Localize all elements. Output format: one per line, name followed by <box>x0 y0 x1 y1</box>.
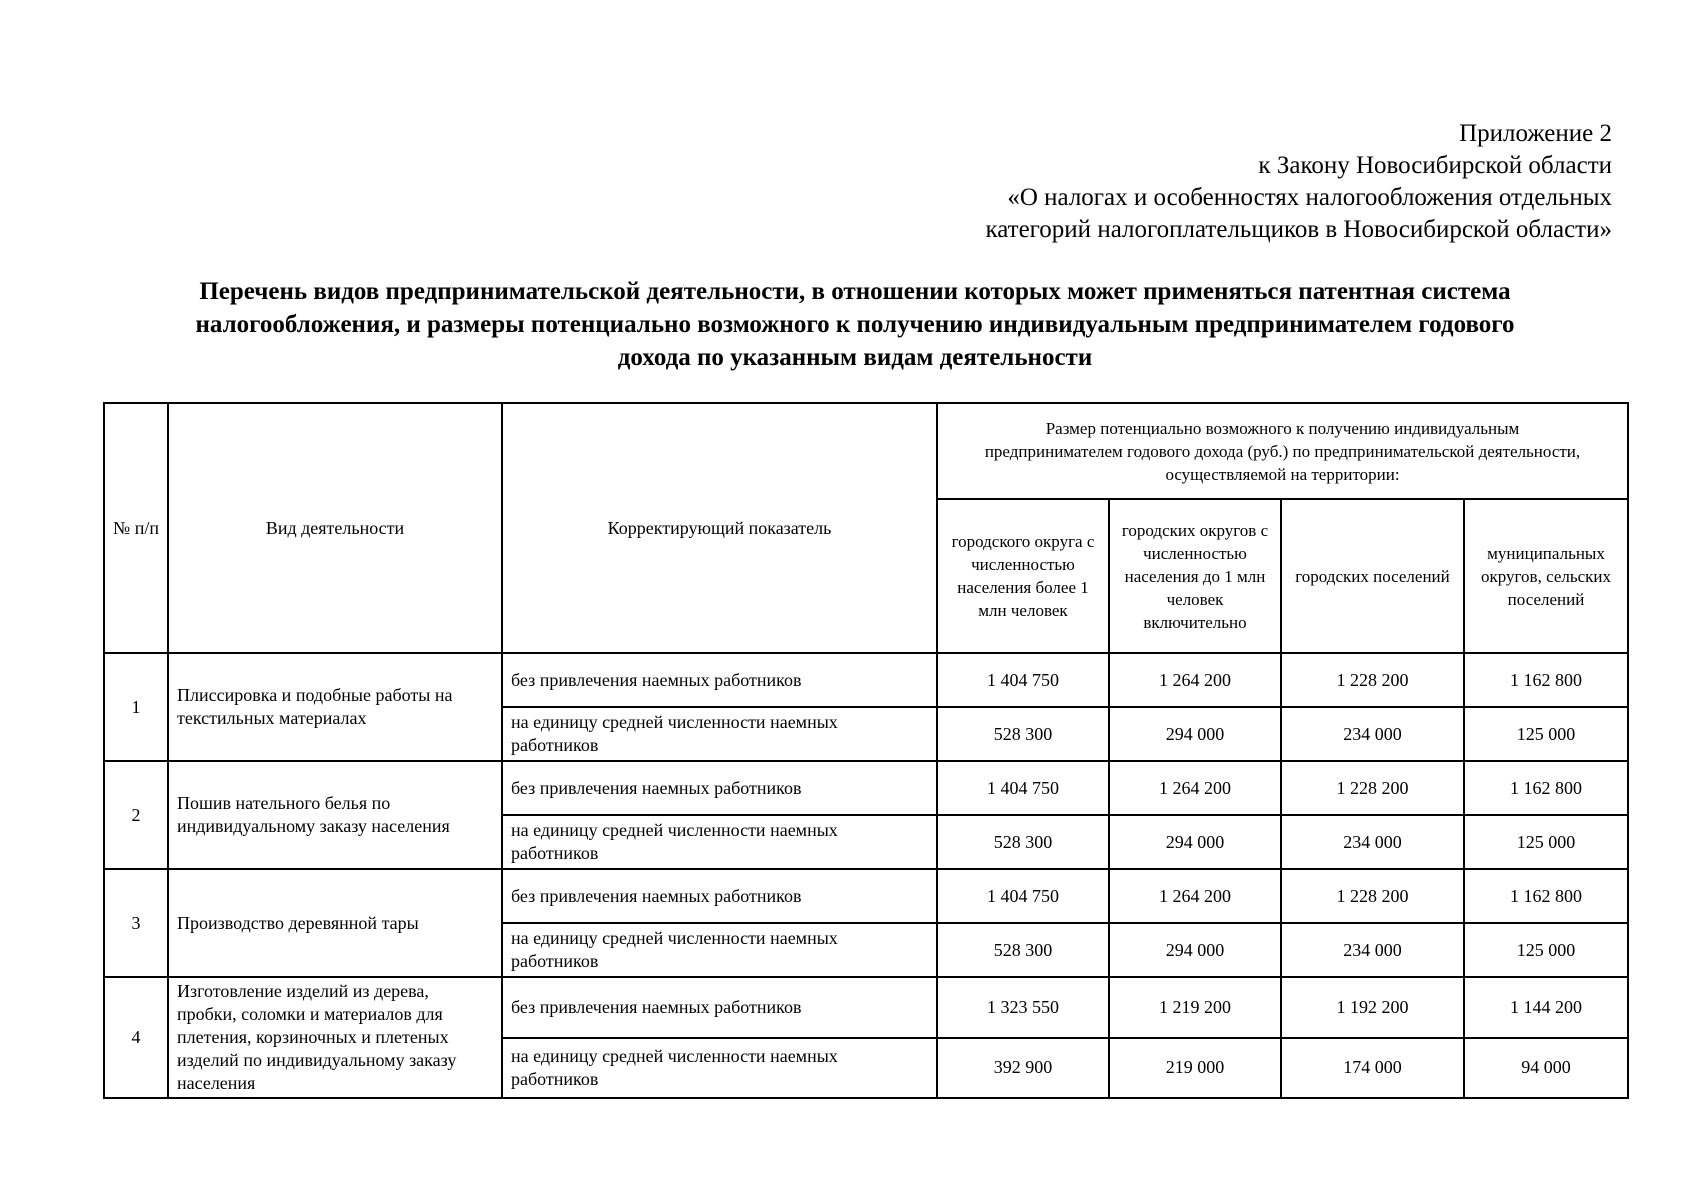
value-cell: 234 000 <box>1281 815 1464 869</box>
header-num: № п/п <box>104 403 168 653</box>
row-activity: Пошив нательного белья по индивидуальному заказу населения <box>168 761 502 869</box>
row-activity: Плиссировка и подобные работы на текстильных материалах <box>168 653 502 761</box>
value-cell: 1 404 750 <box>937 869 1109 923</box>
value-cell: 294 000 <box>1109 815 1281 869</box>
value-cell: 1 404 750 <box>937 761 1109 815</box>
title-line: Перечень видов предпринимательской деятельности, в отношении которых может применяться патентная система <box>199 278 1511 305</box>
appendix-line: «О налогах и особенностях налогообложения отдельных <box>1007 184 1612 211</box>
value-cell: 125 000 <box>1464 923 1628 977</box>
row-indicator: без привлечения наемных работников <box>502 869 937 923</box>
row-indicator: на единицу средней численности наемных работников <box>502 923 937 977</box>
value-cell: 1 162 800 <box>1464 869 1628 923</box>
activities-table <box>103 402 1629 1099</box>
document-title <box>95 275 1615 374</box>
value-cell: 1 162 800 <box>1464 653 1628 707</box>
header-col-city-under-1m: городских округов с численностью населения до 1 млн человек включительно <box>1109 499 1281 653</box>
value-cell: 294 000 <box>1109 923 1281 977</box>
appendix-line: к Закону Новосибирской области <box>1258 152 1612 179</box>
row-number: 1 <box>104 653 168 761</box>
value-cell: 234 000 <box>1281 923 1464 977</box>
value-cell: 125 000 <box>1464 707 1628 761</box>
value-cell: 528 300 <box>937 815 1109 869</box>
header-income-group: Размер потенциально возможного к получению индивидуальным предпринимателем годового дохода (руб.) по предпринимательской деятельности, осуществляемой на территории: <box>937 403 1628 499</box>
header-activity: Вид деятельности <box>168 403 502 653</box>
value-cell: 1 323 550 <box>937 977 1109 1038</box>
value-cell: 528 300 <box>937 707 1109 761</box>
row-number: 3 <box>104 869 168 977</box>
value-cell: 392 900 <box>937 1038 1109 1099</box>
row-indicator: на единицу средней численности наемных работников <box>502 707 937 761</box>
value-cell: 219 000 <box>1109 1038 1281 1099</box>
row-indicator: без привлечения наемных работников <box>502 761 937 815</box>
table-row <box>104 761 1628 815</box>
value-cell: 174 000 <box>1281 1038 1464 1099</box>
value-cell: 528 300 <box>937 923 1109 977</box>
row-indicator: без привлечения наемных работников <box>502 977 937 1038</box>
row-indicator: на единицу средней численности наемных работников <box>502 1038 937 1099</box>
value-cell: 94 000 <box>1464 1038 1628 1099</box>
value-cell: 1 228 200 <box>1281 653 1464 707</box>
title-line: дохода по указанным видам деятельности <box>617 344 1093 371</box>
value-cell: 1 228 200 <box>1281 869 1464 923</box>
header-col-municipal-rural: муниципальных округов, сельских поселений <box>1464 499 1628 653</box>
value-cell: 1 404 750 <box>937 653 1109 707</box>
value-cell: 1 219 200 <box>1109 977 1281 1038</box>
row-indicator: на единицу средней численности наемных работников <box>502 815 937 869</box>
header-col-city-over-1m: городского округа с численностью населения более 1 млн человек <box>937 499 1109 653</box>
row-number: 2 <box>104 761 168 869</box>
table-row <box>104 977 1628 1038</box>
value-cell: 234 000 <box>1281 707 1464 761</box>
header-indicator: Корректирующий показатель <box>502 403 937 653</box>
row-activity: Производство деревянной тары <box>168 869 502 977</box>
value-cell: 1 264 200 <box>1109 761 1281 815</box>
appendix-header <box>985 118 1612 246</box>
value-cell: 1 264 200 <box>1109 869 1281 923</box>
value-cell: 1 144 200 <box>1464 977 1628 1038</box>
table-row <box>104 653 1628 707</box>
row-activity: Изготовление изделий из дерева, пробки, соломки и материалов для плетения, корзиночных и плетеных изделий по индивидуальному заказу населения <box>168 977 502 1098</box>
title-line: налогообложения, и размеры потенциально возможного к получению индивидуальным предпринимателем годового <box>195 311 1515 338</box>
value-cell: 1 192 200 <box>1281 977 1464 1038</box>
appendix-line: Приложение 2 <box>1459 120 1612 147</box>
value-cell: 1 162 800 <box>1464 761 1628 815</box>
value-cell: 1 264 200 <box>1109 653 1281 707</box>
value-cell: 294 000 <box>1109 707 1281 761</box>
appendix-line: категорий налогоплательщиков в Новосибирской области» <box>985 216 1612 243</box>
header-col-urban-settlements: городских поселений <box>1281 499 1464 653</box>
row-number: 4 <box>104 977 168 1098</box>
table-row <box>104 869 1628 923</box>
value-cell: 125 000 <box>1464 815 1628 869</box>
row-indicator: без привлечения наемных работников <box>502 653 937 707</box>
value-cell: 1 228 200 <box>1281 761 1464 815</box>
